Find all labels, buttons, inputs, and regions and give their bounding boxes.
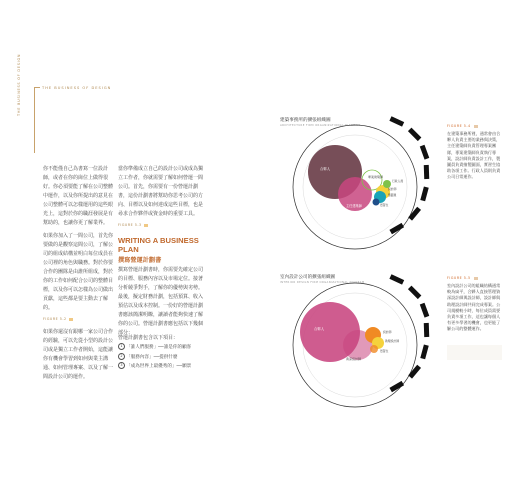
- caption-marker: [474, 125, 478, 128]
- dept-tab: [420, 303, 429, 318]
- section-subtitle: 撰寫營運計劃書: [118, 257, 162, 264]
- middle-paragraph-2: 撰寫營運計劃書時，你需要先確定公司的目標、服務內容以及市場定位。接著分析競爭對手，了解你的優勢與劣勢。最後，擬定財務計劃，包括預算、收入預估以及成本控制。一份好的營運計劃書應該簡潔明瞭，讓讀者能夠快速了解你的公司。營運計劃書應包括以下幾個部分：: [118, 267, 204, 336]
- accent-rule-horizontal: [34, 87, 40, 88]
- right-caption-2: [447, 276, 478, 280]
- outer-department-tabs: [389, 116, 429, 234]
- dept-tab: [408, 207, 421, 221]
- list-item: [118, 362, 208, 372]
- right-caption-2-text: FIGURE 5-5: [447, 276, 471, 280]
- outer-department-tabs: [389, 274, 429, 392]
- label-junior: 助理設計師: [385, 339, 399, 343]
- dept-tab: [420, 145, 429, 160]
- middle-paragraph-1: 當你準備成立自己的設計公司或成為獨立工作者，你就需要了解如何營運一間公司。首先，你需要有一份營運計劃書，這份計劃書將幫助你思考公司的方向、目標以及如何達成這些目標，也是尋求合作夥伴或資金時的重要工具。: [118, 166, 204, 217]
- label-drafter: 製圖員: [388, 193, 397, 197]
- accent-rule-vertical: [34, 87, 35, 153]
- right-tint-block: [447, 345, 502, 360]
- bullet-number: 2: [118, 353, 125, 360]
- left-paragraph-2: 如果你加入了一間公司，首先你要做的是觀察這間公司，了解公司的組成結構並明白每位成員在公司裡的角色與職務。對於你要合作的團隊是由誰所組成，對於你的工作如何配合公司的整體目標，以及你可以怎樣為公司做出貢獻，這些都是要主動去了解的。: [43, 233, 114, 311]
- list-item: [118, 343, 208, 353]
- dept-tab: [408, 286, 421, 299]
- bullet-text: 「服務內容」──提供什麼: [126, 354, 178, 360]
- label-intern: 實習生: [380, 203, 389, 207]
- bullet-number: 3: [118, 362, 125, 369]
- figure-caption: [43, 315, 113, 324]
- dept-tab: [420, 344, 428, 359]
- dept-tab: [424, 165, 429, 179]
- figure-caption: [118, 221, 203, 230]
- left-paragraph-3: 如果你還沒有跟哪一家公司合作的經驗，可以先從小型的設計公司或是獨立工作者開始，這能讓你有機會學習到如何與業主溝通、如何管理專案、以及了解一間設計公司的運作。: [43, 329, 114, 380]
- caption-marker: [69, 318, 73, 321]
- left-column: [43, 165, 113, 382]
- dept-tab: [408, 365, 421, 379]
- right-caption-1: [447, 124, 478, 128]
- left-paragraph-1: 你不能僅自己為書寫一位設計師，或者在你的崗位上做得很好。你必須要能了解在公司整體中運作，以及你所提出的意見在公司整體可以怎樣運用的這些眼光上，這對於你的職涯發展是有幫助的，也讓你更了解業界。: [43, 166, 114, 226]
- label-project: 專案建築師: [368, 175, 384, 179]
- middle-column: [118, 165, 203, 230]
- label-admin: 行政人員: [392, 179, 404, 183]
- list-item: [118, 353, 208, 363]
- label-intern: 實習生: [380, 349, 389, 353]
- label-senior: 資深設計師: [346, 357, 362, 361]
- dept-tab: [389, 116, 404, 126]
- top-diagram-subtitle: ARCHITECTURE FIRM ORGANIZATIONAL DIAGRAM: [280, 124, 361, 127]
- bullets-intro: 營運計劃書包含以下項目：: [118, 335, 179, 341]
- bullet-text: 「誰人們服務」──誰是你的顧客: [126, 345, 192, 350]
- label-designer: 設計師: [388, 187, 397, 191]
- right-caption-1-text: FIGURE 5-4: [447, 124, 471, 128]
- dept-tab: [420, 186, 428, 201]
- label-designer: 設計師: [383, 330, 392, 334]
- bottom-diagram-subtitle: INTERIOR DESIGN FIRM ORGANIZATIONAL DIAGRAM: [280, 281, 365, 284]
- label-partner: 合夥人: [320, 167, 331, 171]
- intern-bubble: [370, 345, 378, 353]
- vertical-label: THE BUSINESS OF DESIGN: [17, 53, 21, 116]
- label-principal: 主任建築師: [346, 204, 362, 208]
- dept-tab: [424, 323, 429, 337]
- right-text-1: 在建築事務所裡，通常會由合夥人負責主要的業務與決策，主任建築師負責管理專案團隊，專案建築師負責執行專案，設計師負責設計工作，製圖員負責繪製圖面，實習生協助各項工作。行政人員則負責公司日常運作。: [447, 131, 501, 180]
- bullet-number: 1: [118, 343, 125, 350]
- figure-caption-text: FIGURE 5-3: [118, 223, 142, 227]
- right-text-2: 室內設計公司的組織結構通常較為扁平，合夥人直接管理資深設計師與設計師，設計師與助理設計師共同完成專案。公司規模較小時，每位成員需要負責多項工作，這也讓每個人有更多學習的機會，也更能了解公司的整體運作。: [447, 283, 501, 332]
- label-partner: 合夥人: [314, 327, 325, 331]
- bullet-list: [118, 343, 208, 372]
- top-org-diagram: [270, 112, 450, 262]
- bottom-org-diagram: [270, 270, 450, 420]
- dept-tab: [408, 128, 421, 141]
- bottom-diagram-title: 室內設計公司的擴張組織圖: [280, 275, 336, 280]
- caption-marker: [144, 224, 148, 227]
- dept-tab: [389, 274, 404, 284]
- section-title: WRITING A BUSINESS PLAN: [118, 236, 199, 254]
- caption-marker: [474, 277, 478, 280]
- top-diagram-title: 建築事務所的擴張組織圖: [280, 118, 331, 123]
- bullet-text: 「成為世界上最優秀的」──願景: [126, 364, 192, 369]
- intern-bubble: [373, 199, 380, 206]
- figure-caption-text: FIGURE 5-2: [43, 317, 67, 321]
- running-head: THE BUSINESS OF DESIGN: [42, 86, 112, 90]
